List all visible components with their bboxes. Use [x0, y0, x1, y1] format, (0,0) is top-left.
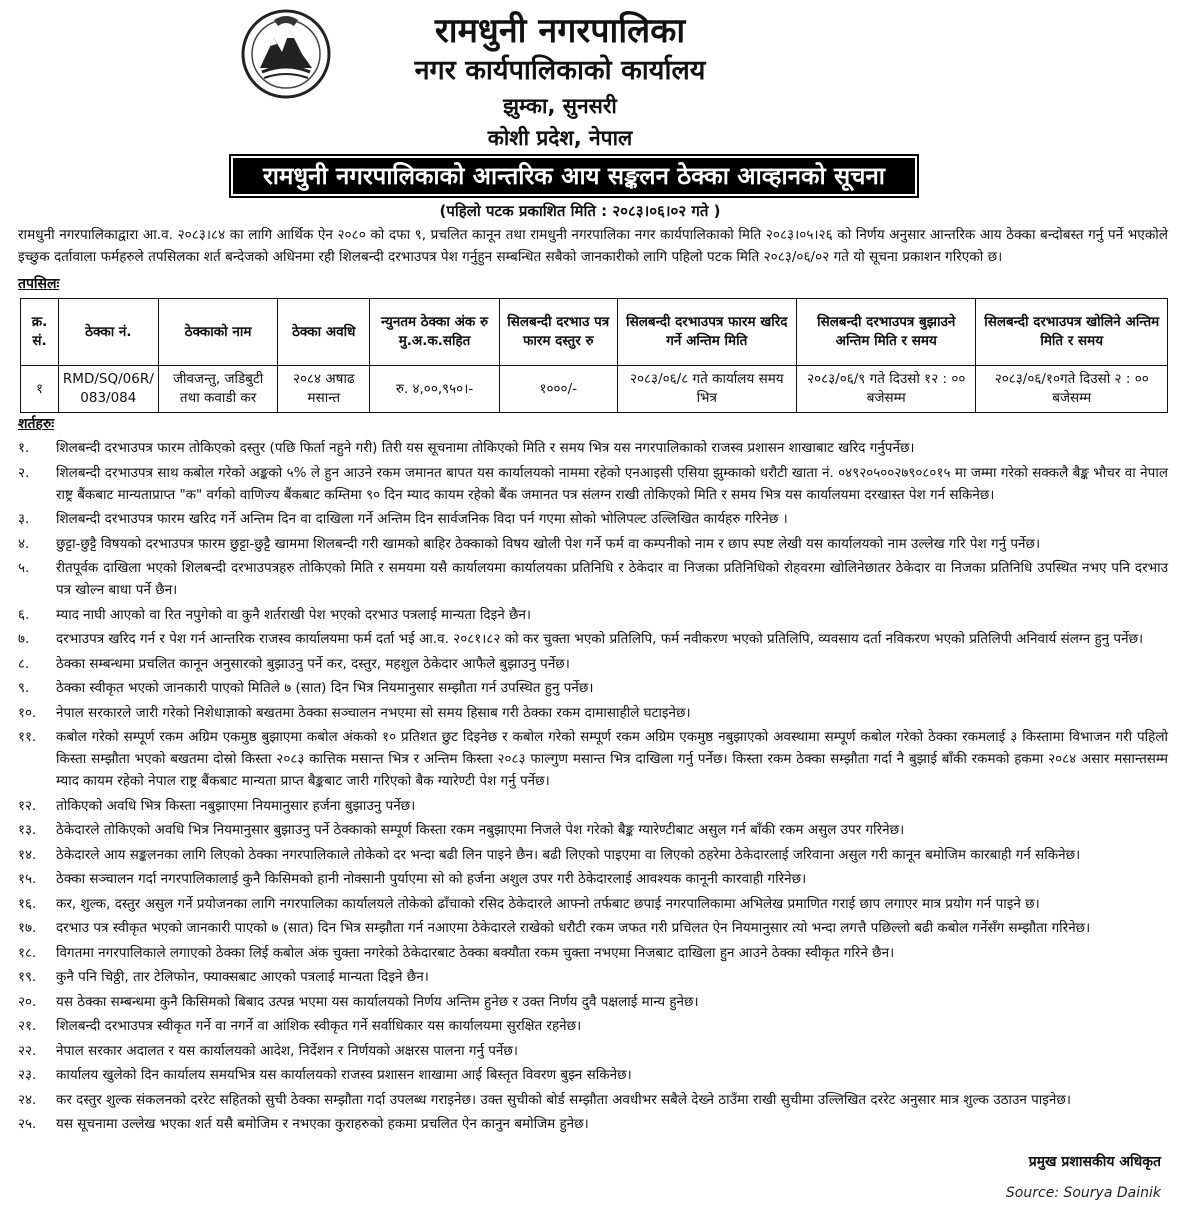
condition-number: २४. [18, 1091, 37, 1108]
tender-table [20, 298, 1168, 413]
published-date: (पहिलो पटक प्रकाशित मिति : २०८३।०६।०२ गते ) [439, 202, 721, 220]
condition-item [18, 1064, 1168, 1086]
condition-item [18, 795, 1168, 817]
condition-number: १२. [18, 797, 37, 814]
cell-purchase-deadline: २०८३/०६/८ गते कार्यालय समय भित्र [617, 366, 796, 413]
condition-number: ११. [18, 729, 37, 745]
condition-item [18, 844, 1168, 866]
col-header-contract-no: ठेक्का नं. [58, 299, 158, 366]
condition-number: २५. [18, 1116, 37, 1132]
condition-number: ७. [18, 631, 30, 647]
cell-submit-deadline: २०८३/०६/९ गते दिउसो १२ : ०० बजेसम्म [797, 366, 976, 413]
cell-opening-time: २०८३/०६/१०गते दिउसो २ : ०० बजेसम्म [976, 366, 1168, 413]
condition-number: २२. [18, 1042, 37, 1059]
condition-item [18, 437, 1168, 459]
col-header-submit-deadline: सिलबन्दी दरभाउपत्र बुझाउने अन्तिम मिति र समय [797, 299, 976, 366]
cell-duration: २०८४ अषाढ मसान्त [278, 366, 370, 413]
condition-text: यस ठेक्का सम्बन्धमा कुनै किसिमको बिबाद उत्पन्न भएमा यस कार्यालयको निर्णय अन्तिम हुनेछ र उक्त निर्णय दुवै पक्षलाई मान्य हुनेछ। [56, 993, 699, 1010]
condition-text: कार्यालय खुलेको दिन कार्यालय समयभित्र यस कार्यालयको राजस्व प्रशासन शाखामा आई बिस्तृत विवरण बुझ्न सकिनेछ। [56, 1067, 632, 1083]
condition-number: १९. [18, 969, 37, 985]
municipality-emblem-icon [240, 8, 332, 100]
condition-item [18, 868, 1168, 890]
col-header-opening-time: सिलबन्दी दरभाउपत्र खोलिने अन्तिम मिति र समय [976, 299, 1168, 366]
address-line-2: कोशी प्रदेश, नेपाल [487, 126, 633, 150]
condition-item [18, 462, 1168, 506]
col-header-duration: ठेक्का अवधि [278, 299, 370, 366]
condition-number: १७. [18, 920, 37, 936]
col-header-form-fee: सिलबन्दी दरभाउ पत्र फारम दस्तुर रु [499, 299, 617, 366]
schedule-label: तपसिलः [18, 276, 60, 292]
source-credit: Source: Sourya Dainik [1005, 1185, 1161, 1201]
condition-text: ठेक्का सम्बन्धमा प्रचलित कानून अनुसारको बुझाउनु पर्ने कर, दस्तुर, महशुल ठेकेदार आफैले बुझाउनु पर्नेछ। [56, 655, 570, 672]
cell-min-amount: रु. ४,००,९५०।- [370, 366, 500, 413]
address-line-1: झुम्का, सुनसरी [503, 94, 617, 118]
condition-number: १६. [18, 895, 37, 912]
condition-number: १४. [18, 846, 37, 863]
condition-item [18, 991, 1168, 1013]
condition-text: तोकिएको अवधि भित्र किस्ता नबुझाएमा नियमानुसार हर्जना बुझाउनु पर्नेछ। [56, 797, 416, 814]
condition-item [18, 533, 1168, 555]
condition-text: म्याद नाघी आएको वा रित नपुगेको वा कुनै शर्तराखी पेश भएको दरभाउ पत्रलाई मान्यता दिइने छैन। [56, 606, 532, 623]
condition-text: यस सूचनामा उल्लेख भएका शर्त यसै बमोजिम र नभएका कुराहरुको हकमा प्रचलित ऐन कानुन बमोजिम हुनेछ। [56, 1116, 589, 1132]
org-name: रामधुनी नगरपालिका [434, 11, 686, 51]
condition-item [18, 508, 1168, 530]
condition-text: कबोल गरेको सम्पूर्ण रकम अग्रिम एकमुष्ठ बुझाएमा कबोल अंकको १० प्रतिशत छुट दिइनेछ र कबोल गरेको सम्पूर्ण रकम अग्रिम एकमुष्ठ नबुझाएको अवस्थामा सम्पूर्ण कबोल गरेको ठेक्का रकमलाई ३ किस्तामा विभाजन गरी पहिलो किस्ता सम्झौता भएको बखतमा दोस्रो किस्ता २०८३ कात्तिक मसान्त भित्र र अन्तिम किस्ता २०८३ फाल्गुण मसान्त भित्र दाखिला गर्नु पर्नेछ। किस्ता रकम ठेक्का सम्झौता गर्दा नै बुझाई बाँकी रकमको हकमा २०८४ असार मसान्तसम्म म्याद कायम रहेको नेपाल राष्ट्र बैंकबाट मान्यता प्राप्त बैङ्कबाट जारी गरिएको बैक ग्यारेण्टी पेश गर्नु पर्नेछ। [56, 729, 1168, 789]
condition-number: २३. [18, 1067, 37, 1083]
condition-item [18, 702, 1168, 724]
condition-text: शिलबन्दी दरभाउपत्र स्वीकृत गर्ने वा नगर्ने वा आंशिक स्वीकृत गर्ने सर्वाधिकार यस कार्यालयमा सुरक्षित रहनेछ। [56, 1018, 582, 1034]
condition-text: ठेक्का सञ्चालन गर्दा नगरपालिकालाई कुनै किसिमको हानी नोक्सानी पुर्याएमा सो को हर्जना अशुल उपर गरी ठेकेदारलाई आवश्यक कानूनी कारवाही गरिनेछ। [56, 871, 807, 887]
condition-item [18, 628, 1168, 650]
condition-text: ठेकेदारले तोकिएको अवधि भित्र नियमानुसार बुझाउनु पर्ने ठेक्काको सम्पूर्ण किस्ता रकम नबुझाएमा निजले पेश गरेको बैङ्क ग्यारेण्टीबाट असुल गर्न बाँकी रकम असुल उपर गरिनेछ। [56, 822, 905, 838]
condition-item [18, 726, 1168, 792]
condition-item [18, 1113, 1168, 1135]
condition-item [18, 917, 1168, 939]
condition-text: शिलबन्दी दरभाउपत्र साथ कबोल गरेको अङ्कको ५% ले हुन आउने रकम जमानत बापत यस कार्यालयको नाममा रहेको एनआइसी एसिया झुम्काको धरौटी खाता नं. ०४९२०५००२७९०८०१५ मा जम्मा गरेको सक्कलै बैङ्क भौचर वा नेपाल राष्ट्र बैंकबाट मान्यताप्राप्त "क" वर्गको वाणिज्य बैंकबाट कम्तिमा ९० दिन म्याद कायम रहेको बैंक जमानत पत्र संलग्न राखी तोकिएको मिति र समय भित्र यस कार्यालयमा दरखास्त पेश गर्न सकिनेछ। [56, 464, 1168, 503]
cell-sn: १ [21, 366, 59, 413]
condition-item [18, 966, 1168, 988]
condition-text: नेपाल सरकारले जारी गरेको निशेधाज्ञाको बखतमा ठेक्का सञ्चालन नभएमा सो समय हिसाब गरी ठेक्का रकम दामासाहीले घटाइनेछ। [56, 704, 691, 721]
condition-item [18, 557, 1168, 601]
condition-number: १५. [18, 871, 37, 887]
condition-text: शिलबन्दी दरभाउपत्र फारम तोकिएको दस्तुर (पछि फिर्ता नहुने गरी) तिरी यस सूचनामा तोकिएको मिति र समय भित्र यस नगरपालिकाको राजस्व प्रशासन शाखाबाट खरिद गर्नुपर्नेछ। [56, 440, 915, 456]
condition-item [18, 1015, 1168, 1037]
condition-item [18, 893, 1168, 915]
table-row [21, 366, 1168, 413]
office-name: नगर कार्यपालिकाको कार्यालय [414, 55, 706, 86]
condition-item [18, 677, 1168, 699]
condition-number: १०. [18, 704, 37, 721]
condition-item [18, 819, 1168, 841]
condition-text: कुनै पनि चिठ्ठी, तार टेलिफोन, फ्याक्सबाट आएको पत्रलाई मान्यता दिइने छैन। [56, 969, 429, 985]
col-header-contract-name: ठेक्काको नाम [158, 299, 278, 366]
condition-text: दरभाउपत्र खरिद गर्न र पेश गर्न आन्तरिक राजस्व कार्यालयमा फर्म दर्ता भई आ.व. २०८१।८२ को कर चुक्ता भएको प्रतिलिपि, फर्म नवीकरण भएको प्रतिलिपि, व्यवसाय दर्ता नविकरण भएको प्रतिलिपी अनिवार्य संलग्न हुनु पर्नेछ। [56, 631, 1144, 647]
condition-number: ४. [18, 535, 30, 552]
condition-number: २०. [18, 993, 37, 1010]
condition-text: ठेकेदारले आय सङ्कलनका लागि लिएको ठेक्का नगरपालिकाले तोकेको दर भन्दा बढी लिन पाइने छैन। बढी लिएको पाइएमा वा लिएको ठहरेमा ठेकेदारलाई जरिवाना असुल गरी कानून बमोजिम कारबाही गर्न सकिनेछ। [56, 846, 1081, 863]
col-header-purchase-deadline: सिलबन्दी दरभाउपत्र फारम खरिद गर्ने अन्तिम मिति [617, 299, 796, 366]
condition-number: ५. [18, 560, 30, 576]
condition-number: १३. [18, 822, 37, 838]
condition-item [18, 942, 1168, 964]
condition-number: ३. [18, 511, 30, 527]
condition-number: १८. [18, 944, 37, 961]
condition-text: शिलबन्दी दरभाउपत्र फारम खरिद गर्ने अन्तिम दिन वा दाखिला गर्ने अन्तिम दिन सार्वजनिक विदा पर्न गएमा सोको भोलिपल्ट उल्लिखित कार्यहरु गरिनेछ । [56, 511, 788, 527]
condition-text: कर दस्तुर शुल्क संकलनको दररेट सहितको सुची ठेक्का सम्झौता गर्दा उपलब्ध गराइनेछ। उक्त सुचीको बोर्ड सम्झौता अवधीभर सबैले देख्ने ठाउँमा राखी सुचीमा उल्लिखित दररेट अनुसार मात्र शुल्क उठाउन पाइनेछ। [56, 1091, 1071, 1108]
col-header-min-amount: न्युनतम ठेक्का अंक रु मु.अ.क.सहित [370, 299, 500, 366]
conditions-title: शर्तहरुः [18, 416, 55, 432]
condition-text: कर, शुल्क, दस्तुर असुल गर्ने प्रयोजनका लागि नगरपालिका कार्यालयले तोकेको ढाँचाको रसिद ठेकेदारले आफ्नो तर्फबाट छपाई नगरपालिकामा अभिलेख प्रमाणित गराई छाप लगाएर मात्र प्रयोग गर्न पाइने छ। [56, 895, 1040, 912]
condition-text: विगतमा नगरपालिकाले लगाएको ठेक्का लिई कबोल अंक चुक्ता नगरेको ठेकेदारबाट ठेक्का बक्यौता रकम चुक्ता नभएमा निजबाट दाखिला हुन आउने ठेक्का स्वीकृत गरिने छैन। [56, 944, 895, 961]
condition-number: १. [18, 440, 30, 456]
condition-item [18, 1040, 1168, 1062]
conditions-list [18, 437, 1168, 1138]
condition-item [18, 653, 1168, 675]
cell-contract-no: RMD/SQ/06R/ 083/084 [58, 366, 158, 413]
condition-number: ९. [18, 680, 30, 696]
condition-number: २१. [18, 1018, 37, 1034]
condition-text: रीतपूर्वक दाखिला भएको शिलबन्दी दरभाउपत्रहरु तोकिएको मिति र समयमा यसै कार्यालयमा कार्यालयका प्रतिनिधि र ठेकेदार वा निजका प्रतिनिधिको रोहवरमा खोलिनेछातर ठेकेदार वा निजका प्रतिनिधि उपस्थित नभए पनि दरभाउ पत्र खोल्न बाधा पर्ने छैन। [56, 560, 1168, 598]
condition-item [18, 1089, 1168, 1111]
condition-number: ८. [18, 655, 30, 672]
condition-text: नेपाल सरकार अदालत र यस कार्यालयको आदेश, निर्देशन र निर्णयको अक्षरस पालना गर्नु पर्नेछ। [56, 1042, 518, 1059]
table-header-row [21, 299, 1168, 366]
signature-title: प्रमुख प्रशासकीय अधिकृत [1028, 1154, 1161, 1170]
condition-number: ६. [18, 606, 30, 623]
cell-form-fee: १०००/- [499, 366, 617, 413]
intro-paragraph: रामधुनी नगरपालिकाद्वारा आ.व. २०८३।८४ का लागि आर्थिक ऐन २०८० को दफा ९, प्रचलित कानून तथा रामधुनी नगरपालिका नगर कार्यपालिकाको मिति २०८३।०५।२६ को निर्णय अनुसार आन्तरिक आय ठेक्का बन्दोबस्त गर्नु पर्ने भएकोले इच्छुक दर्तावाला फर्महरुले तपसिलका शर्त बन्देजको अधिनमा रही शिलबन्दी दरभाउपत्र पेश गर्नुहुन सम्बन्धित सबैको जानकारीको लागि पहिलो पटक मिति २०८३/०६/०२ गते यो सूचना प्रकाशन गरिएको छ। [18, 227, 1168, 265]
condition-text: ठेक्का स्वीकृत भएको जानकारी पाएको मितिले ७ (सात) दिन भित्र नियमानुसार सम्झौता गर्न उपस्थित हुनु पर्नेछ। [56, 680, 594, 696]
notice-title: रामधुनी नगरपालिकाको आन्तरिक आय सङ्कलन ठेक्का आव्हानको सूचना [233, 158, 915, 194]
col-header-sn: क्र. सं. [21, 299, 59, 366]
condition-text: दरभाउ पत्र स्वीकृत भएको जानकारी पाएको ७ (सात) दिन भित्र सम्झौता गर्न नआएमा ठेकेदारले राखेको धरौटी रकम जफत गरी प्रचिलत ऐन नियमानुसार त्यो भन्दा लगत्तै पछिल्लो बढी कबोल गर्नेसँग सम्झौता गरिनेछ। [56, 920, 1091, 936]
condition-item [18, 604, 1168, 626]
condition-number: २. [18, 464, 30, 481]
cell-contract-name: जीवजन्तु, जडिबुटी तथा कवाडी कर [158, 366, 278, 413]
condition-text: छुट्टा-छुट्टै विषयको दरभाउपत्र फारम छुट्टा-छुट्टै खाममा शिलबन्दी गरी खामको बाहिर ठेक्काको विषय खोली पेश गर्ने फर्म वा कम्पनीको नाम र छाप स्पष्ट लेखी यस कार्यालयको नाम उल्लेख गरि पेश गर्नु पर्नेछ। [56, 535, 1041, 552]
